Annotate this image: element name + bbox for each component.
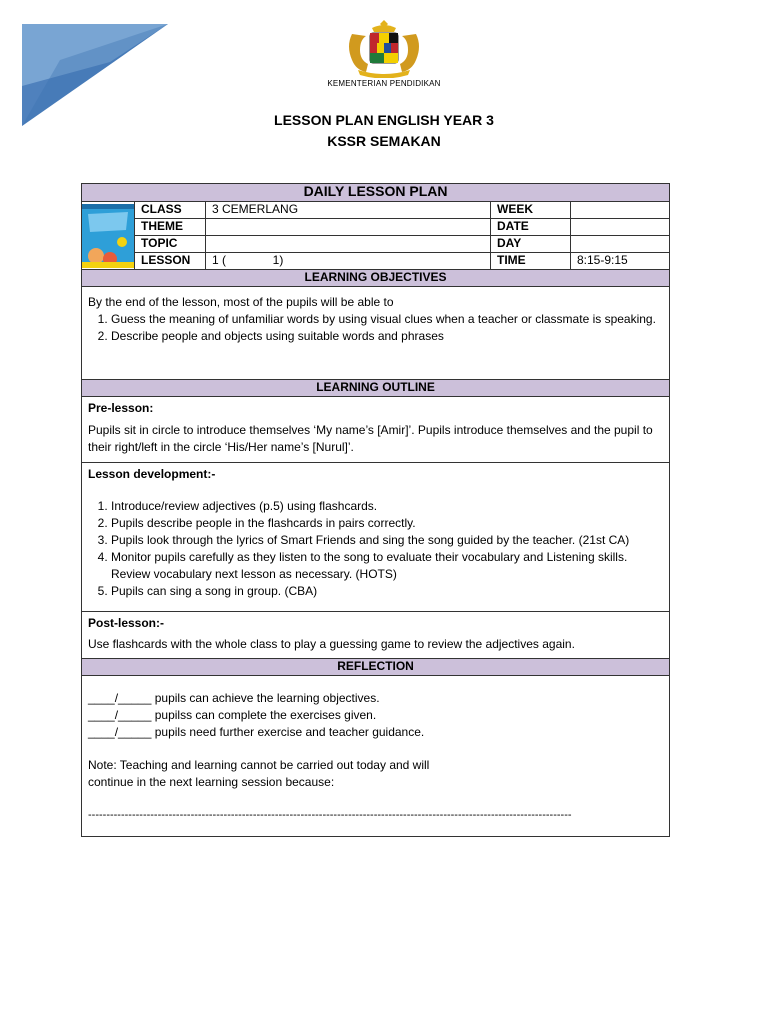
lesson-label: LESSON bbox=[135, 253, 206, 270]
document-subtitle: KSSR SEMAKAN bbox=[327, 133, 441, 149]
date-value bbox=[571, 219, 670, 236]
lesson-plan-table bbox=[81, 183, 670, 837]
post-lesson-section bbox=[82, 612, 670, 659]
get-smart-book-icon bbox=[82, 204, 134, 268]
post-lesson-text: Use flashcards with the whole class to play a guessing game to review the adjectives again. bbox=[88, 637, 575, 651]
topic-label: TOPIC bbox=[135, 236, 206, 253]
topic-value bbox=[206, 236, 491, 253]
lesson-development-section bbox=[82, 463, 670, 612]
development-item: 1. Introduce/review adjectives (p.5) using flashcards. bbox=[111, 498, 663, 515]
reflection-heading: REFLECTION bbox=[82, 659, 670, 676]
class-label: CLASS bbox=[135, 202, 206, 219]
day-label: DAY bbox=[491, 236, 571, 253]
pre-lesson-section bbox=[82, 397, 670, 463]
pre-lesson-text: Pupils sit in circle to introduce themselves ‘My name’s [Amir]’. Pupils introduce themselves and the pupil to their right/left in the circle ‘His/Her name’s [Nurul]’. bbox=[88, 423, 653, 454]
objectives-heading: LEARNING OBJECTIVES bbox=[82, 270, 670, 287]
reflection-note-continued: continue in the next learning session because: bbox=[88, 775, 335, 789]
objective-item: 2. Describe people and objects using suitable words and phrases bbox=[111, 329, 663, 344]
date-label: DATE bbox=[491, 219, 571, 236]
document-title: LESSON PLAN ENGLISH YEAR 3 bbox=[274, 112, 494, 128]
ministry-name: KEMENTERIAN PENDIDIKAN bbox=[327, 79, 441, 88]
reflection-line: ____/_____ pupils can achieve the learning objectives. bbox=[88, 691, 380, 705]
reflection-line: ____/_____ pupils need further exercise and teacher guidance. bbox=[88, 725, 425, 739]
class-value: 3 CEMERLANG bbox=[206, 202, 491, 219]
reflection-note: Note: Teaching and learning cannot be carried out today and will bbox=[88, 758, 430, 772]
pre-lesson-label: Pre-lesson: bbox=[88, 401, 154, 415]
time-value: 8:15-9:15 bbox=[571, 253, 670, 270]
development-item: 3. Pupils look through the lyrics of Smart Friends and sing the song guided by the teacher. (21st CA) bbox=[111, 532, 663, 549]
week-label: WEEK bbox=[491, 202, 571, 219]
lesson-value: 1 ( 1) bbox=[206, 253, 491, 270]
development-item: 4. Monitor pupils carefully as they listen to the song to evaluate their vocabulary and Listening skills. Review vocabulary next lesson as necessary. (HOTS) bbox=[111, 549, 663, 583]
objectives-intro: By the end of the lesson, most of the pupils will be able to bbox=[88, 295, 394, 309]
lesson-development-label: Lesson development:- bbox=[88, 467, 216, 481]
week-value bbox=[571, 202, 670, 219]
ministry-crest bbox=[316, 20, 452, 92]
reflection-line: ____/_____ pupilss can complete the exercises given. bbox=[88, 708, 377, 722]
outline-heading: LEARNING OUTLINE bbox=[82, 380, 670, 397]
development-item: 5. Pupils can sing a song in group. (CBA) bbox=[111, 583, 663, 600]
time-label: TIME bbox=[491, 253, 571, 270]
daily-lesson-plan-heading: DAILY LESSON PLAN bbox=[82, 184, 670, 202]
dashed-line: ------------------------------------------------------------------------------------------------------------------------------------ bbox=[88, 809, 572, 821]
theme-label: THEME bbox=[135, 219, 206, 236]
objectives-section bbox=[82, 287, 670, 380]
objective-item: 1. Guess the meaning of unfamiliar words by using visual clues when a teacher or classmate is speaking. bbox=[111, 312, 663, 327]
day-value bbox=[571, 236, 670, 253]
coat-of-arms-icon bbox=[342, 20, 426, 78]
textbook-cover bbox=[82, 202, 135, 270]
development-item: 2. Pupils describe people in the flashcards in pairs correctly. bbox=[111, 515, 663, 532]
reflection-section bbox=[82, 676, 670, 837]
post-lesson-label: Post-lesson:- bbox=[88, 616, 165, 630]
theme-value bbox=[206, 219, 491, 236]
